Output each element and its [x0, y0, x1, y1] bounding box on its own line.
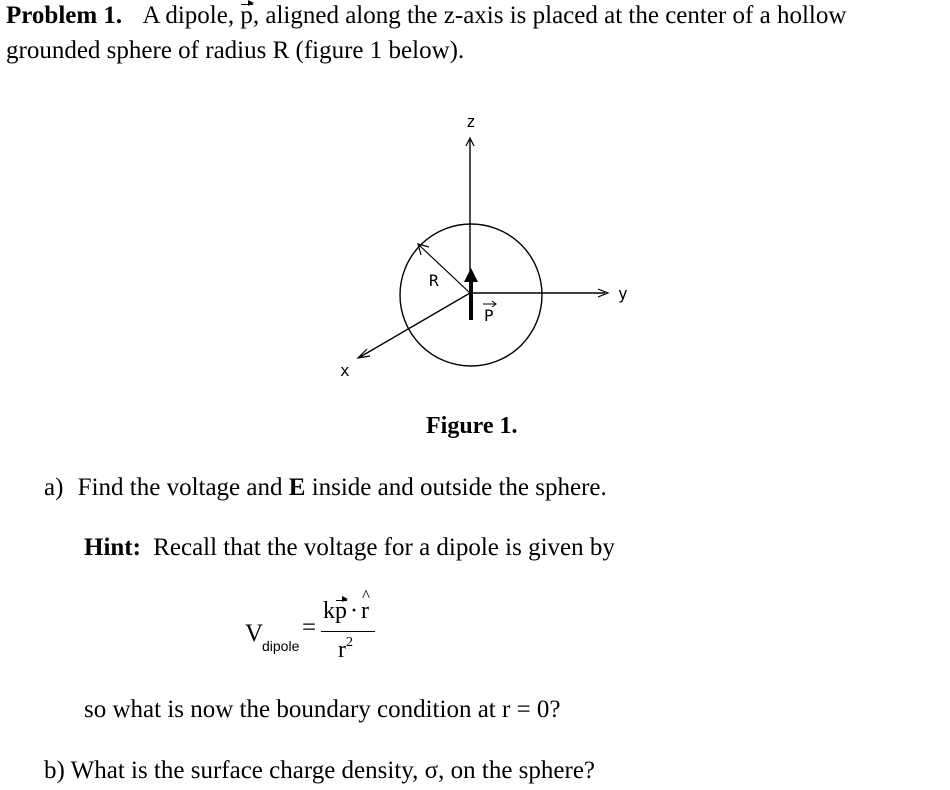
formula-numerator — [323, 598, 369, 625]
radius-label: R — [429, 271, 439, 290]
formula-num-dot: · — [350, 598, 358, 624]
part-b-question: b) What is the surface charge density, σ, on the sphere? — [44, 757, 596, 784]
problem-line-2: grounded sphere of radius R (figure 1 below). — [6, 37, 465, 64]
dipole-arrow-head — [464, 268, 478, 282]
x-axis-label: x — [340, 361, 350, 380]
problem-text-start: A dipole, — [142, 2, 235, 29]
formula-num-r-hat: ^ r — [361, 598, 369, 625]
part-a-text-after: inside and outside the sphere. — [311, 474, 607, 501]
formula-num-k: k — [323, 598, 335, 624]
formula-num-p: p — [335, 598, 347, 624]
problem-label: Problem 1. — [6, 2, 123, 29]
dipole-label: P — [484, 306, 494, 325]
dipole-vector-p: p — [240, 2, 253, 29]
x-axis-arrowhead — [358, 349, 370, 358]
electric-field-symbol: E — [288, 474, 306, 501]
radius-line — [420, 246, 470, 293]
hint-label: Hint: — [84, 534, 141, 561]
formula-v-symbol: V — [245, 620, 264, 647]
problem-line-1 — [6, 2, 846, 30]
boundary-condition-question: so what is now the boundary condition at r = 0? — [84, 696, 561, 723]
x-axis-line — [360, 293, 470, 357]
part-a-question — [44, 474, 607, 502]
z-axis-label: z — [466, 112, 476, 131]
formula-v-subscript: dipole — [262, 638, 300, 654]
figure-caption: Figure 1. — [426, 413, 518, 439]
hint-line — [84, 534, 615, 562]
hint-text: Recall that the voltage for a dipole is given by — [153, 534, 615, 561]
formula-den-exponent: 2 — [346, 635, 353, 650]
part-a-text-before: Find the voltage and — [77, 474, 283, 501]
problem-text-rest: , aligned along the z-axis is placed at the center of a hollow — [252, 2, 847, 29]
part-a-prefix: a) — [44, 474, 64, 501]
formula-denominator — [338, 637, 353, 664]
formula-den-r: r — [338, 637, 346, 663]
formula-equals: = — [302, 614, 317, 641]
figure-1-diagram — [320, 100, 650, 390]
formula-fraction-bar — [321, 631, 375, 632]
y-axis-label: y — [618, 284, 628, 303]
